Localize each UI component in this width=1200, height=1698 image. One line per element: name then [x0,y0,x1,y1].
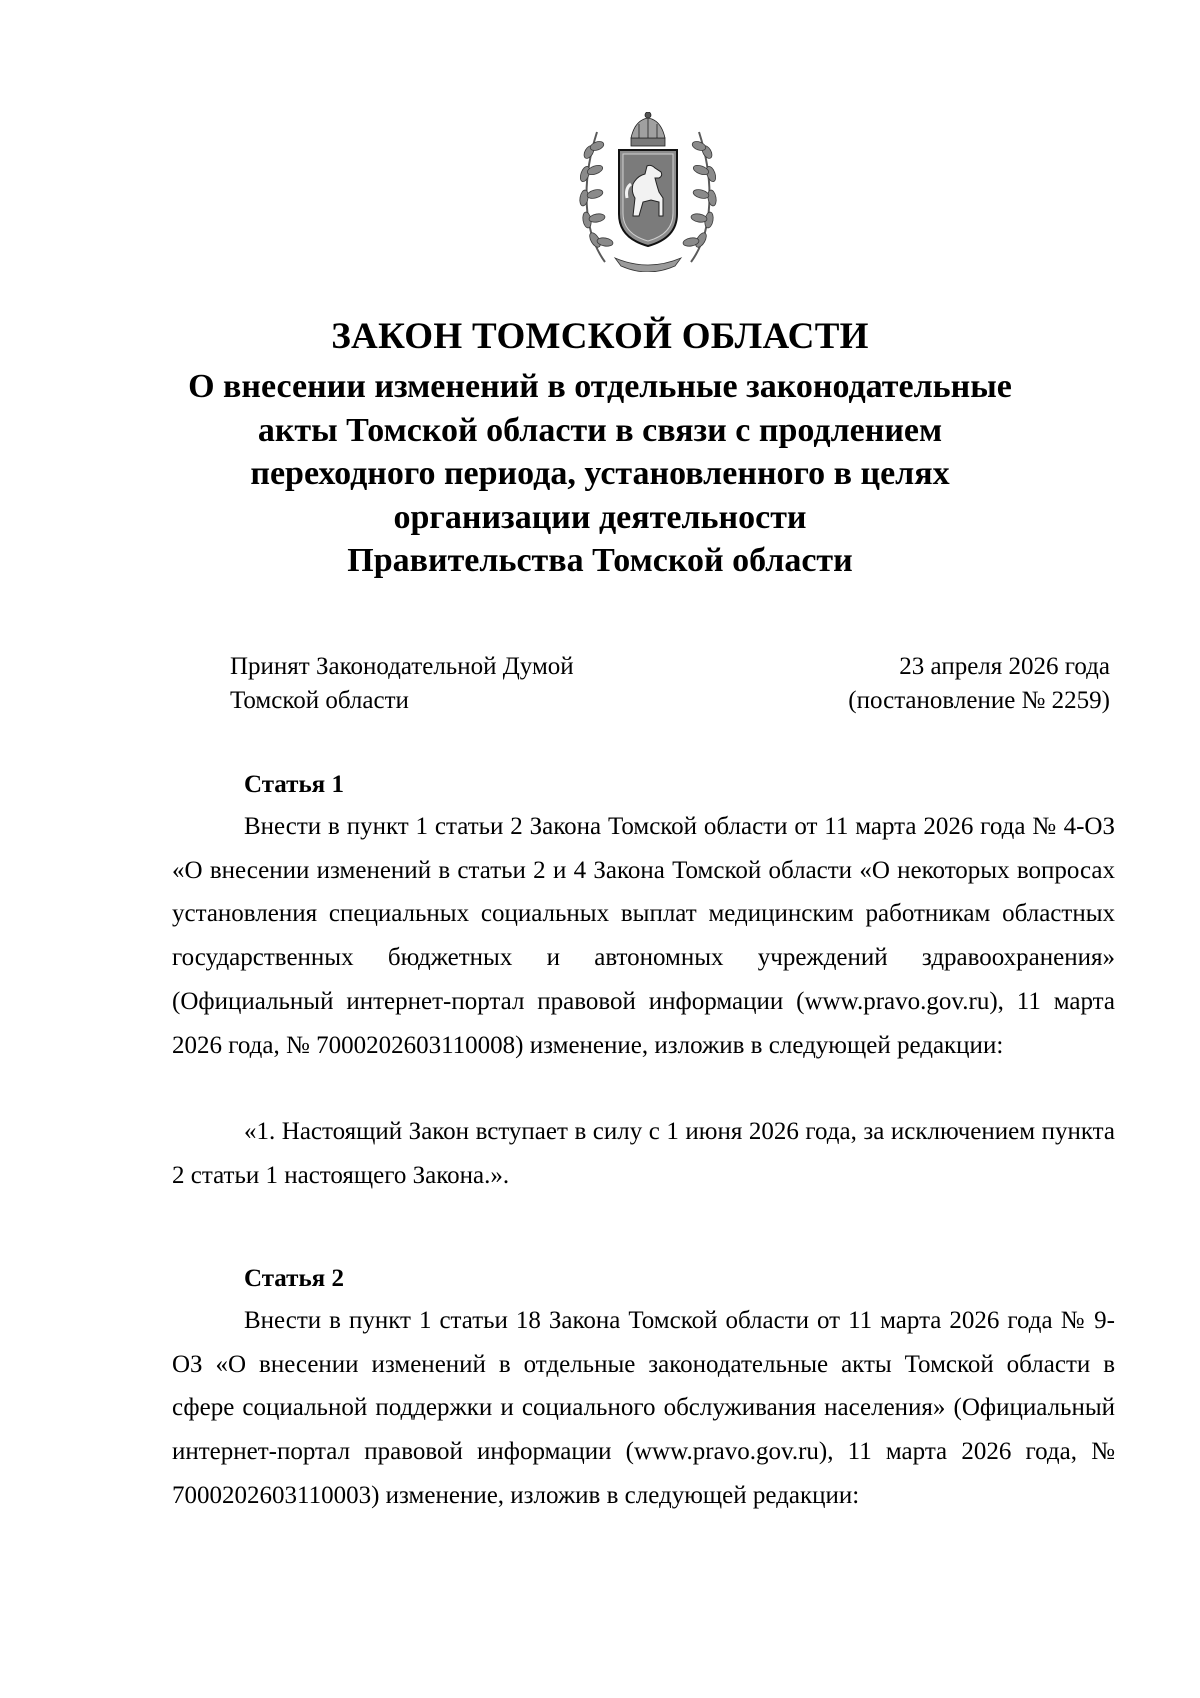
tomsk-oblast-coat-of-arms-icon [575,112,721,272]
law-title-line: переходного периода, установленного в целях [250,455,950,492]
adoption-date-line: 23 апреля 2026 года [899,653,1110,680]
law-type-heading: ЗАКОН ТОМСКОЙ ОБЛАСТИ [331,316,869,357]
adoption-date [848,650,1110,718]
adopting-body-line: Принят Законодательной Думой [230,653,574,680]
article-paragraph: «1. Настоящий Закон вступает в силу с 1 июня 2026 года, за исключением пункта 2 статьи 1 настоящего Закона.». [172,1118,1115,1189]
resolution-number: (постановление № 2259) [848,687,1110,714]
article-heading: Статья 2 [244,1265,344,1292]
law-title-line: Правительства Томской области [347,542,853,579]
article-paragraph: Внести в пункт 1 статьи 18 Закона Томской области от 11 марта 2026 года № 9-ОЗ «О внесении изменений в отдельные законодательные акты Томской области в сфере социальной поддержки и социального обслуживания населения» (Официальный интернет-портал правовой информации (www.pravo.gov.ru), 11 марта 2026 года, № 7000202603110003) изменение, изложив в следующей редакции: [172,1307,1115,1509]
law-title-line: организации деятельности [393,498,807,536]
adopting-body-line: Томской области [230,687,409,714]
law-title-line: акты Томской области в связи с продлением [257,411,943,449]
law-title-line: О внесении изменений в отдельные законодательные [188,368,1012,405]
title-block [100,315,1100,583]
law-title [100,365,1100,583]
article-paragraph: Внести в пункт 1 статьи 2 Закона Томской области от 11 марта 2026 года № 4-ОЗ «О внесении изменений в статьи 2 и 4 Закона Томской области «О некоторых вопросах установления специальных социальных выплат медицинским работникам областных государственных бюджетных и автономных учреждений здравоохранения» (Официальный интернет-портал правовой информации (www.pravo.gov.ru), 11 марта 2026 года, № 7000202603110008) изменение, изложив в следующей редакции: [172,813,1115,1059]
adopting-body [230,650,574,718]
article-heading: Статья 1 [244,771,344,798]
